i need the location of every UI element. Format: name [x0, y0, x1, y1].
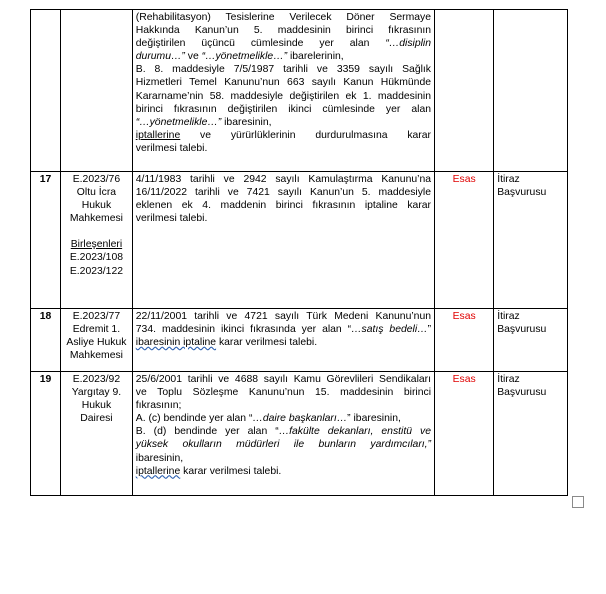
- subject-text: karar verilmesi talebi.: [216, 337, 318, 349]
- subject-line: [136, 386, 431, 399]
- subject-line: [136, 212, 431, 225]
- subject-cell: [132, 172, 434, 309]
- subject-text: 16/11/2022 tarihli ve 7421 sayılı Kanun’un 5. maddesiyle: [135, 187, 432, 199]
- subject-text: 22/11/2001 tarihli ve 4721 sayılı Türk Medeni Kanunu’nun: [135, 311, 432, 322]
- subject-line: [136, 173, 431, 186]
- subject-line: [136, 323, 431, 336]
- subject-text: …daire başkanları…: [252, 413, 348, 425]
- subject-text: “…disiplin: [385, 38, 432, 50]
- paragraph-end-marker: [572, 496, 584, 508]
- subject-line: [136, 452, 431, 465]
- file-type: Esas: [435, 372, 494, 496]
- subject-text: “…yönetmelikle…”: [201, 51, 288, 63]
- table-row: [31, 172, 568, 309]
- case-line: E.2023/92: [72, 374, 121, 385]
- case-line: E.2023/76: [72, 174, 121, 185]
- subject-text: ve Toplu Sözleşme Kanunu’nun 15. maddesinin birinci: [135, 387, 432, 399]
- case-line: Mahkemesi: [69, 350, 123, 362]
- subject-text: A. (c) bendinde yer alan “: [135, 413, 253, 425]
- subject-line: [136, 399, 431, 412]
- subject-text: ibaresinin,: [221, 116, 272, 128]
- subject-text: ibaresinin iptaline: [135, 337, 217, 349]
- row-number: 18: [31, 309, 61, 372]
- subject-text: 4/11/1983 tarihli ve 2942 sayılı Kamulaştırma Kanunu’na: [135, 174, 432, 185]
- application-type: İtiraz Başvurusu: [494, 372, 568, 496]
- subject-line: [136, 142, 431, 155]
- case-line: Hukuk: [81, 200, 112, 212]
- application-type: İtiraz Başvurusu: [494, 172, 568, 309]
- case-line: Mahkemesi: [69, 213, 123, 225]
- subject-line: [136, 186, 431, 199]
- subject-line: [136, 129, 431, 142]
- subject-text: ve: [184, 51, 202, 63]
- subject-line: [136, 425, 431, 438]
- file-type: Esas: [435, 309, 494, 372]
- table-row: [31, 10, 568, 172]
- case-line: Hukuk Dairesi: [80, 400, 113, 425]
- subject-text: fıkrasının;: [135, 400, 182, 412]
- subject-text: iptallerine: [135, 465, 181, 477]
- subject-text: değiştirilen üçüncü cümlesinde yer alan: [135, 38, 386, 50]
- subject-line: [136, 310, 431, 323]
- subject-text: karar verilmesi talebi.: [180, 465, 282, 477]
- subject-text: Hizmetleri Temel Kanunu’nun 663 sayılı Kanun Hükmünde: [135, 77, 432, 89]
- case-cell: [61, 172, 133, 309]
- case-line: Oltu İcra: [76, 187, 117, 199]
- subject-text: …fakülte dekanları, enstitü ve: [278, 426, 432, 438]
- table-row: [31, 309, 568, 372]
- case-cell: [61, 372, 133, 496]
- subject-text: verilmesi talebi.: [135, 142, 208, 154]
- subject-line: [136, 412, 431, 425]
- subject-text: ” ibaresinin,: [347, 413, 401, 425]
- subject-line: [136, 50, 431, 63]
- subject-line: [136, 373, 431, 386]
- subject-line: [136, 465, 431, 478]
- subject-text: durumu…”: [135, 51, 185, 63]
- subject-text: Hakkında Kanun’un 5. maddesinin birinci fıkrasının: [135, 25, 432, 37]
- row-number: 19: [31, 372, 61, 496]
- case-line: E.2023/108: [69, 252, 124, 264]
- case-line: E.2023/77: [72, 311, 121, 322]
- subject-line: [136, 11, 431, 24]
- document-table: [30, 9, 568, 496]
- subject-text: ibarelerinin,: [287, 51, 344, 63]
- subject-line: [136, 24, 431, 37]
- subject-text: …satış bedeli…: [351, 324, 428, 336]
- file-type: Esas: [435, 172, 494, 309]
- case-cell: [61, 309, 133, 372]
- case-line: Edremit 1.: [72, 324, 121, 336]
- application-type: İtiraz Başvurusu: [494, 309, 568, 372]
- file-type: [435, 10, 494, 172]
- subject-line: [136, 90, 431, 103]
- subject-text: “…yönetmelikle…”: [135, 116, 222, 128]
- subject-cell: [132, 10, 434, 172]
- table-body: [31, 10, 568, 496]
- subject-text: ibaresinin,: [135, 452, 184, 464]
- subject-line: [136, 37, 431, 50]
- case-line: Yargıtay 9.: [71, 387, 122, 399]
- case-line: E.2023/122: [69, 265, 124, 277]
- subject-text: Kararname’nin 58. maddesiyle değiştirilen ek 1. maddesinin: [135, 90, 432, 102]
- subject-line: [136, 438, 431, 451]
- subject-line: [136, 63, 431, 76]
- case-cell: [61, 10, 133, 172]
- subject-line: [136, 103, 431, 116]
- subject-text: yüksek okulların müdürleri ile bunların yardımcıları,”: [135, 439, 432, 451]
- subject-cell: [132, 309, 434, 372]
- row-number: [31, 10, 61, 172]
- subject-text: verilmesi talebi.: [135, 213, 208, 225]
- subject-text: B. 8. maddesiyle 7/5/1987 tarihli ve 3359 sayılı Sağlık: [135, 64, 432, 76]
- subject-text: 25/6/2001 tarihli ve 4688 sayılı Kamu Görevlileri Sendikaları: [135, 374, 432, 385]
- application-type: [494, 10, 568, 172]
- subject-text: eklenen ek 4. maddenin birinci fıkrasının iptaline karar: [135, 200, 432, 212]
- subject-text: iptallerine: [135, 129, 181, 141]
- subject-text: 734. maddesinin ikinci fıkrasında yer alan “: [135, 324, 352, 336]
- subject-text: birinci fıkrasının değiştirilen ikinci cümlesinde yer alan: [135, 103, 432, 115]
- subject-text: ve yürürlüklerinin durdurulmasına karar: [180, 129, 432, 141]
- row-number: 17: [31, 172, 61, 309]
- subject-line: [136, 116, 431, 129]
- table-row: [31, 372, 568, 496]
- case-line: Birleşenleri: [70, 239, 123, 251]
- case-spacer: [64, 225, 129, 238]
- subject-text: B. (d) bendinde yer alan “: [135, 426, 279, 438]
- case-line: Asliye Hukuk: [66, 337, 127, 349]
- subject-line: [136, 336, 431, 349]
- subject-line: [136, 199, 431, 212]
- subject-text: (Rehabilitasyon) Tesislerine Verilecek Döner Sermaye: [135, 12, 432, 23]
- subject-cell: [132, 372, 434, 496]
- subject-line: [136, 76, 431, 89]
- subject-text: ”: [427, 324, 432, 336]
